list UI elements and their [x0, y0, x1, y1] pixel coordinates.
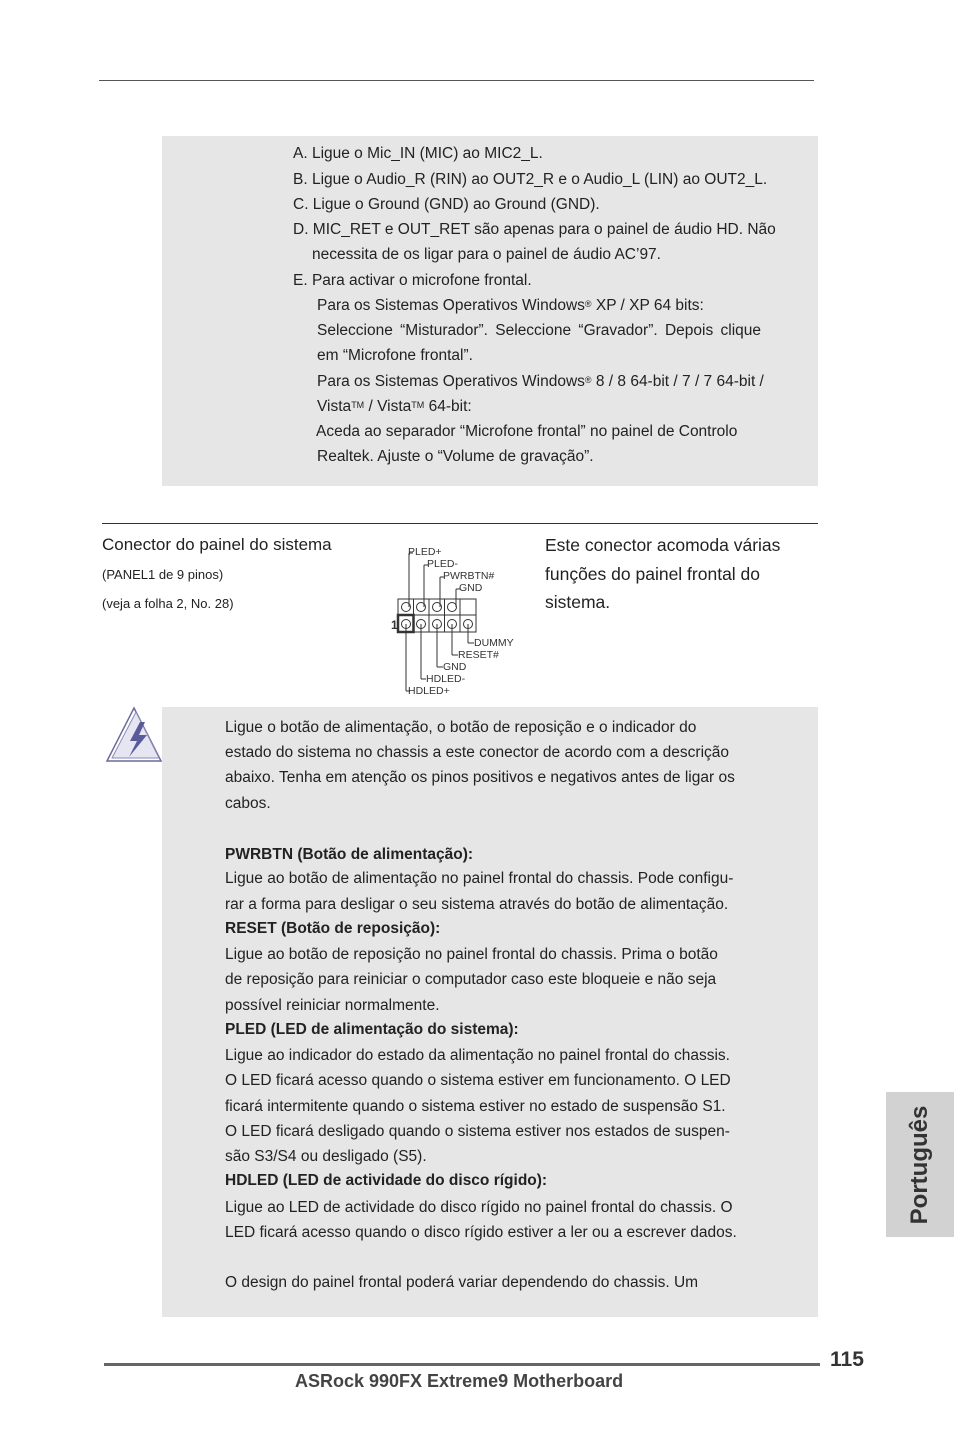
- trademark: TM: [351, 400, 365, 410]
- pin-label-hdled-minus: HDLED-: [426, 673, 466, 685]
- hdled-heading: HDLED (LED de actividade do disco rígido):: [225, 1172, 548, 1189]
- pin-label-pled-minus: PLED-: [427, 558, 458, 570]
- instruction-xp-step2: em “Microfone frontal”.: [317, 347, 473, 364]
- xp-suffix: XP / XP 64 bits:: [591, 297, 704, 314]
- footer-product-name: ASRock 990FX Extreme9 Motherboard: [295, 1371, 624, 1391]
- pwrbtn-text-line: rar a forma para desligar o seu sistema através do botão de alimentação.: [225, 896, 729, 913]
- pwrbtn-heading: PWRBTN (Botão de alimentação):: [225, 846, 474, 863]
- connector-reference: (veja a folha 2, No. 28): [102, 596, 234, 611]
- pin-label-dummy: DUMMY: [474, 637, 514, 649]
- vista-c: 64-bit:: [424, 398, 472, 415]
- top-rule: [99, 80, 814, 81]
- instruction-xp-step1: Seleccione “Misturador”. Seleccione “Gravador”. Depois clique: [317, 322, 762, 339]
- connector-title: Conector do painel do sistema: [102, 535, 332, 554]
- instruction-d-line1: D. MIC_RET e OUT_RET são apenas para o painel de áudio HD. Não: [293, 221, 776, 238]
- pin-label-pwrbtn: PWRBTN#: [443, 570, 495, 582]
- connector-description: Este conector acomoda várias funções do painel frontal do sistema.: [545, 535, 781, 612]
- registered-mark: ®: [584, 375, 592, 385]
- panel-connector-diagram: [388, 540, 528, 700]
- vista-b: / Vista: [364, 398, 412, 415]
- reset-text-line: possível reiniciar normalmente.: [225, 997, 440, 1014]
- language-tab-label: Português: [906, 1105, 933, 1224]
- language-tab: [886, 1092, 954, 1237]
- pin-one-marker: 1: [391, 618, 398, 632]
- warning-intro-line: cabos.: [225, 795, 271, 812]
- warning-intro-line: Ligue o botão de alimentação, o botão de reposição e o indicador do: [225, 719, 697, 736]
- pin-label-gnd-top: GND: [459, 582, 483, 594]
- instruction-d-line2: necessita de os ligar para o painel de áudio AC’97.: [312, 246, 661, 263]
- pin-label-hdled-plus: HDLED+: [408, 685, 450, 697]
- pin-label-reset: RESET#: [458, 649, 499, 661]
- instruction-win8-step2: Realtek. Ajuste o “Volume de gravação”.: [317, 448, 594, 465]
- section-rule: [102, 523, 818, 524]
- warning-intro-line: estado do sistema no chassis a este conector de acordo com a descrição: [225, 744, 730, 761]
- instruction-e: E. Para activar o microfone frontal.: [293, 272, 532, 289]
- registered-mark: ®: [584, 299, 592, 309]
- reset-text-line: de reposição para reiniciar o computador caso este bloqueie e não seja: [225, 971, 717, 988]
- trademark: TM: [411, 400, 425, 410]
- win8-suffix: 8 / 8 64-bit / 7 / 7 64-bit /: [591, 373, 764, 390]
- reset-text-line: Ligue ao botão de reposição no painel frontal do chassis. Prima o botão: [225, 946, 718, 963]
- pin-label-pled-plus: PLED+: [408, 546, 442, 558]
- instruction-win8-heading: [317, 372, 764, 392]
- instruction-vista: [317, 397, 472, 417]
- instruction-xp-heading: [317, 296, 704, 316]
- hdled-text-line: Ligue ao LED de actividade do disco rígido no painel frontal do chassis. O: [225, 1199, 733, 1216]
- pled-text-line: Ligue ao indicador do estado da alimentação no painel frontal do chassis.: [225, 1047, 730, 1064]
- warning-closing: O design do painel frontal poderá variar dependendo do chassis. Um: [225, 1274, 699, 1291]
- pled-heading: PLED (LED de alimentação do sistema):: [225, 1021, 519, 1038]
- pled-text-line: O LED ficará acesso quando o sistema estiver em funcionamento. O LED: [225, 1072, 731, 1089]
- warning-intro-line: abaixo. Tenha em atenção os pinos positivos e negativos antes de ligar os: [225, 769, 735, 786]
- instruction-c: C. Ligue o Ground (GND) ao Ground (GND).: [293, 196, 600, 213]
- pled-text-line: são S3/S4 ou desligado (S5).: [225, 1148, 427, 1165]
- pled-text-line: O LED ficará desligado quando o sistema estiver nos estados de suspen-: [225, 1123, 730, 1140]
- warning-lightning-icon: [102, 705, 164, 765]
- win8-prefix: Para os Sistemas Operativos Windows: [317, 373, 585, 390]
- pin-label-gnd-bottom: GND: [443, 661, 467, 673]
- footer-rule: [104, 1363, 820, 1366]
- instruction-a: A. Ligue o Mic_IN (MIC) ao MIC2_L.: [293, 145, 543, 162]
- instruction-b: B. Ligue o Audio_R (RIN) ao OUT2_R e o Audio_L (LIN) ao OUT2_L.: [293, 171, 768, 188]
- reset-heading: RESET (Botão de reposição):: [225, 920, 441, 937]
- vista-a: Vista: [317, 398, 352, 415]
- connector-subtitle: (PANEL1 de 9 pinos): [102, 567, 224, 582]
- page-number: 115: [830, 1348, 864, 1371]
- instruction-win8-step1: Aceda ao separador “Microfone frontal” no painel de Controlo: [316, 423, 738, 440]
- xp-prefix: Para os Sistemas Operativos Windows: [317, 297, 585, 314]
- pwrbtn-text-line: Ligue ao botão de alimentação no painel frontal do chassis. Pode configu-: [225, 870, 734, 887]
- pled-text-line: ficará intermitente quando o sistema estiver no estado de suspensão S1.: [225, 1098, 726, 1115]
- hdled-text-line: LED ficará acesso quando o disco rígido estiver a ler ou a escrever dados.: [225, 1224, 737, 1241]
